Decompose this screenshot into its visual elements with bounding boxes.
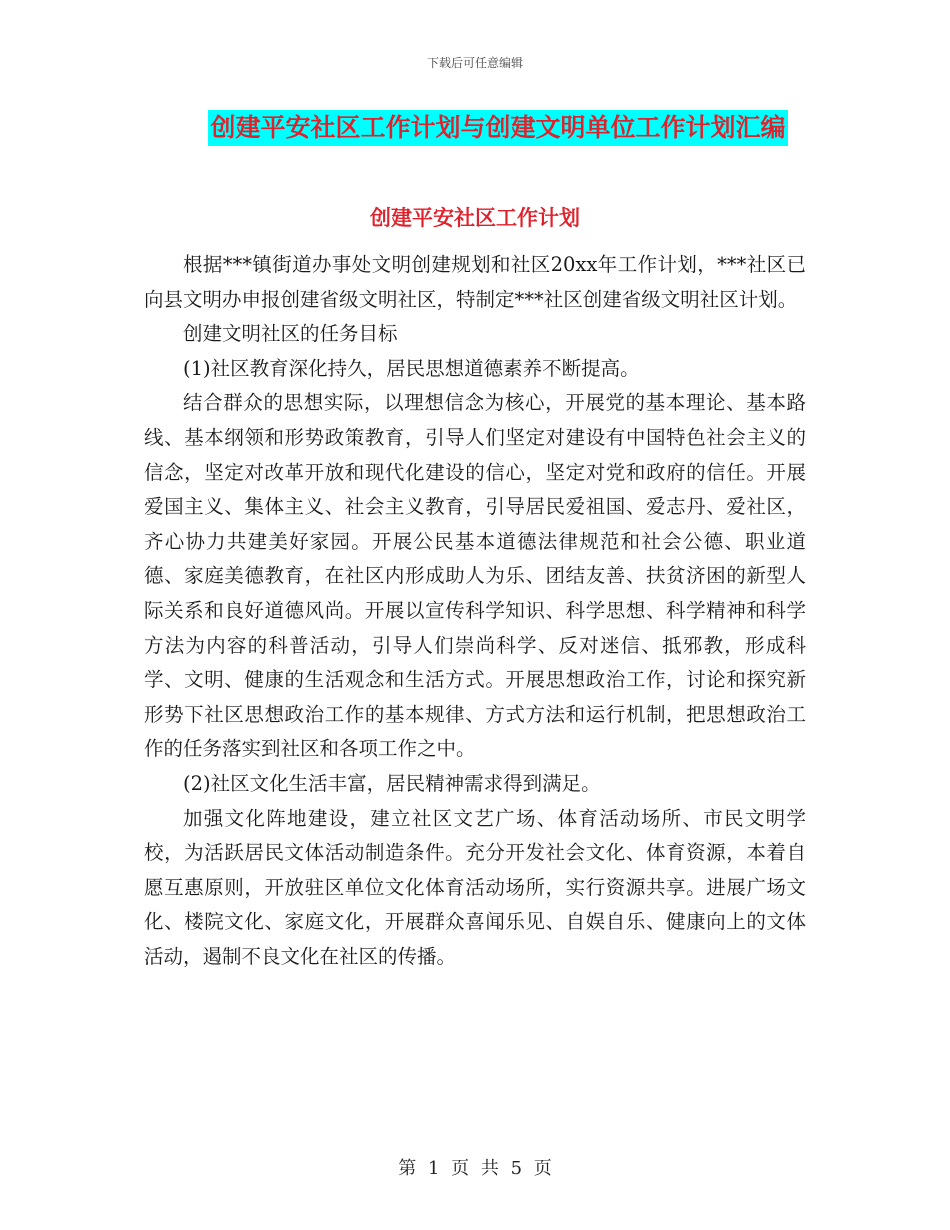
paragraph-heading-goals: 创建文明社区的任务目标 xyxy=(183,322,398,346)
paragraph-intro: 根据***镇街道办事处文明创建规划和社区20xx年工作计划，***社区已向县文明办申报创建省级文明社区，特制定***社区创建省级文明社区计划。 xyxy=(144,253,806,311)
paragraph-item-1-detail: 结合群众的思想实际，以理想信念为核心，开展党的基本理论、基本路线、基本纲领和形势政策教育，引导人们坚定对建设有中国特色社会主义的信念，坚定对改革开放和现代化建设的信心，坚定对党和政府的信任。开展爱国主义、集体主义、社会主义教育，引导居民爱祖国、爱志丹、爱社区，齐心协力共建美好家园。开展公民基本道德法律规范和社会公德、职业道德、家庭美德教育，在社区内形成助人为乐、团结友善、扶贫济困的新型人际关系和良好道德风尚。开展以宣传科学知识、科学思想、科学精神和科学方法为内容的科普活动，引导人们崇尚科学、反对迷信、抵邪教，形成科学、文明、健康的生活观念和生活方式。开展思想政治工作，讨论和探究新形势下社区思想政治工作的基本规律、方式方法和运行机制，把思想政治工作的任务落实到社区和各项工作之中。 xyxy=(144,391,806,761)
section-title: 创建平安社区工作计划 xyxy=(370,205,580,230)
header-note: 下载后可任意编辑 xyxy=(426,56,523,70)
paragraph-item-2-detail: 加强文化阵地建设，建立社区文艺广场、体育活动场所、市民文明学校，为活跃居民文体活动制造条件。充分开发社会文化、体育资源，本着自愿互惠原则，开放驻区单位文化体育活动场所，实行资源共享。进展广场文化、楼院文化、家庭文化，开展群众喜闻乐见、自娱自乐、健康向上的文体活动，遏制不良文化在社区的传播。 xyxy=(144,806,806,968)
main-title: 创建平安社区工作计划与创建文明单位工作计划汇编 xyxy=(208,110,787,146)
body-text xyxy=(144,248,806,974)
main-title-wrap xyxy=(0,110,950,146)
paragraph-item-1: (1)社区教育深化持久，居民思想道德素养不断提高。 xyxy=(183,356,640,380)
paragraph-item-2: (2)社区文化生活丰富，居民精神需求得到满足。 xyxy=(183,771,601,795)
page-footer: 第 1 页 共 5 页 xyxy=(398,1158,552,1179)
